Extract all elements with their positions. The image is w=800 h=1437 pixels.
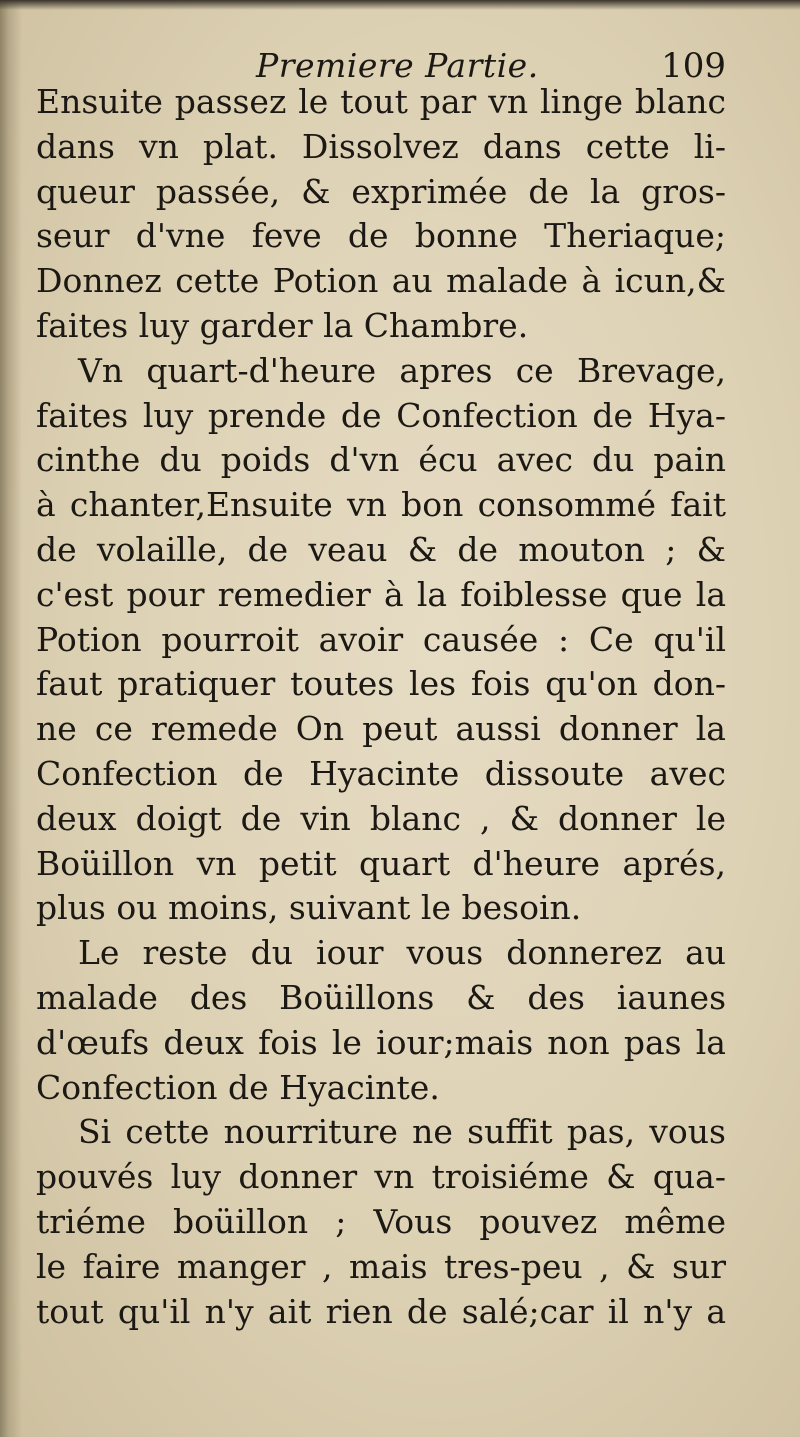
text-line: triéme boüillon ; Vous pouvez même	[36, 1201, 726, 1241]
text-line: Vn quart-d'heure apres ce Brevage,	[78, 350, 726, 390]
text-line: dans vn plat. Dissolvez dans cette li-	[36, 126, 726, 166]
running-title: Premiere Partie.	[256, 46, 539, 85]
page-number: 109	[661, 46, 726, 86]
text-line: seur d'vne feve de bonne Theriaque;	[36, 216, 726, 256]
text-line: faites luy garder la Chambre.	[36, 305, 529, 345]
text-line: le faire manger , mais tres-peu , & sur	[36, 1246, 726, 1286]
text-line: Le reste du iour vous donnerez au	[78, 933, 726, 973]
text-line: ne ce remede On peut aussi donner la	[36, 709, 726, 749]
text-line: Donnez cette Potion au malade à icun,&	[36, 261, 726, 301]
text-line: Boüillon vn petit quart d'heure aprés,	[36, 843, 726, 883]
text-line: à chanter,Ensuite vn bon consommé fait	[36, 485, 726, 525]
text-line: Confection de Hyacinte dissoute avec	[36, 753, 726, 793]
text-line: Confection de Hyacinte.	[36, 1067, 440, 1107]
text-line: malade des Boüillons & des iaunes	[36, 977, 726, 1017]
text-line: faites luy prende de Confection de Hya-	[36, 395, 726, 435]
text-line: faut pratiquer toutes les fois qu'on don-	[36, 664, 726, 704]
text-line: c'est pour remedier à la foiblesse que la	[36, 574, 726, 614]
text-line: plus ou moins, suivant le besoin.	[36, 888, 582, 928]
text-line: tout qu'il n'y ait rien de salé;car il n'y a	[36, 1291, 726, 1331]
text-line: queur passée, & exprimée de la gros-	[36, 171, 726, 211]
text-line: de volaille, de veau & de mouton ; &	[36, 529, 726, 569]
text-line: d'œufs deux fois le iour;mais non pas la	[36, 1022, 726, 1062]
text-line: Ensuite passez le tout par vn linge blanc	[36, 82, 726, 121]
text-line: Potion pourroit avoir causée : Ce qu'il	[36, 619, 726, 659]
text-line: pouvés luy donner vn troisiéme & qua-	[36, 1157, 726, 1197]
text-line: Si cette nourriture ne suffit pas, vous	[78, 1112, 726, 1152]
text-line: deux doigt de vin blanc , & donner le	[36, 798, 726, 838]
text-body	[36, 80, 726, 1334]
text-line: cinthe du poids d'vn écu avec du pain	[36, 440, 726, 480]
